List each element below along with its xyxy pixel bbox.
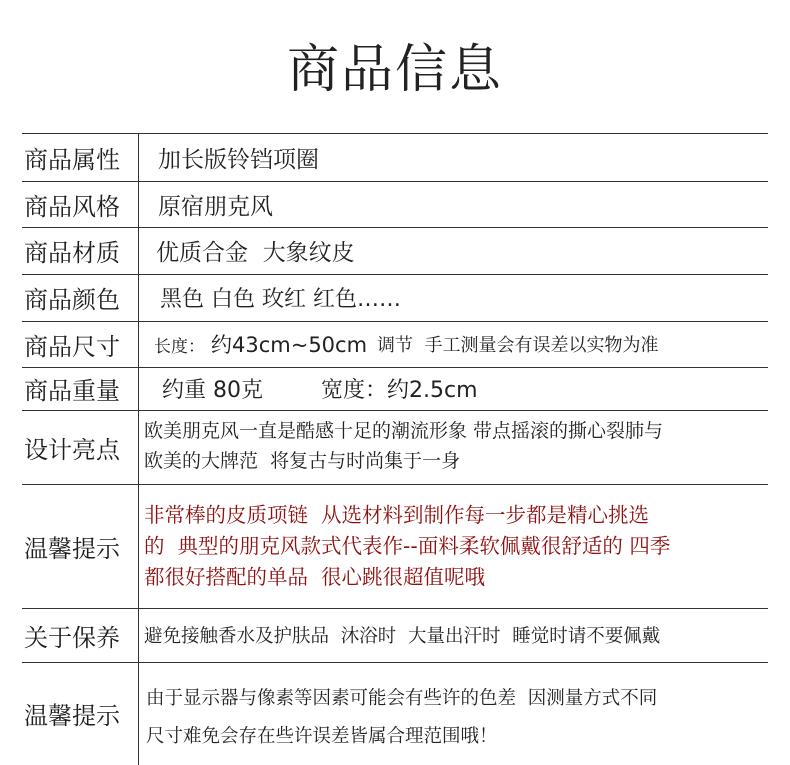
tips-line: 的 典型的朋克风款式代表作--面料柔软佩戴很舒适的 四季	[144, 534, 671, 558]
size-main: 约43cm~50cm	[211, 333, 368, 357]
row-value-highlights	[144, 416, 766, 476]
row-label-weight: 商品重量	[24, 377, 120, 405]
size-prefix: 长度：	[154, 336, 205, 357]
row-value-color: 黑色 白色 玫红 红色……	[160, 287, 401, 312]
row-value-tips	[144, 500, 768, 593]
column-divider	[138, 133, 139, 765]
row-value-size	[154, 321, 659, 367]
tips-line: 都很好搭配的单品 很心跳很超值呢哦	[144, 565, 486, 589]
row-label-material: 商品材质	[24, 239, 120, 267]
notice-line: 由于显示器与像素等因素可能会有些许的色差 因测量方式不同	[146, 688, 658, 709]
weight-value: 约重 80克	[162, 378, 263, 403]
row-label-notice: 温馨提示	[24, 702, 120, 730]
row-label-highlights: 设计亮点	[24, 435, 120, 464]
row-value-weight	[162, 367, 478, 410]
highlights-line: 欧美朋克风一直是酷感十足的潮流形象 带点摇滚的撕心裂肺与	[144, 420, 664, 442]
notice-line: 尺寸难免会存在些许误差皆属合理范围哦！	[146, 726, 498, 747]
row-value-attribute: 加长版铃铛项圈	[158, 146, 319, 173]
row-value-care: 避免接触香水及护肤品 沐浴时 大量出汗时 睡觉时请不要佩戴	[144, 626, 661, 647]
row-label-color: 商品颜色	[24, 286, 120, 314]
row-value-material: 优质合金 大象纹皮	[156, 240, 355, 266]
size-suffix: 调节 手工测量会有误差以实物为准	[377, 335, 659, 356]
highlights-line: 欧美的大牌范 将复古与时尚集于一身	[144, 450, 461, 472]
width-value: 宽度：约2.5cm	[321, 378, 478, 403]
row-label-care: 关于保养	[24, 623, 120, 652]
row-value-notice	[146, 680, 768, 756]
tips-line: 非常棒的皮质项链 从选材料到制作每一步都是精心挑选	[144, 503, 650, 527]
row-value-style: 原宿朋克风	[158, 193, 273, 220]
row-label-tips: 温馨提示	[24, 534, 120, 563]
row-label-attribute: 商品属性	[24, 145, 120, 174]
row-label-style: 商品风格	[24, 192, 120, 221]
row-label-size: 商品尺寸	[24, 332, 120, 361]
page-title: 商品信息	[286, 40, 503, 100]
